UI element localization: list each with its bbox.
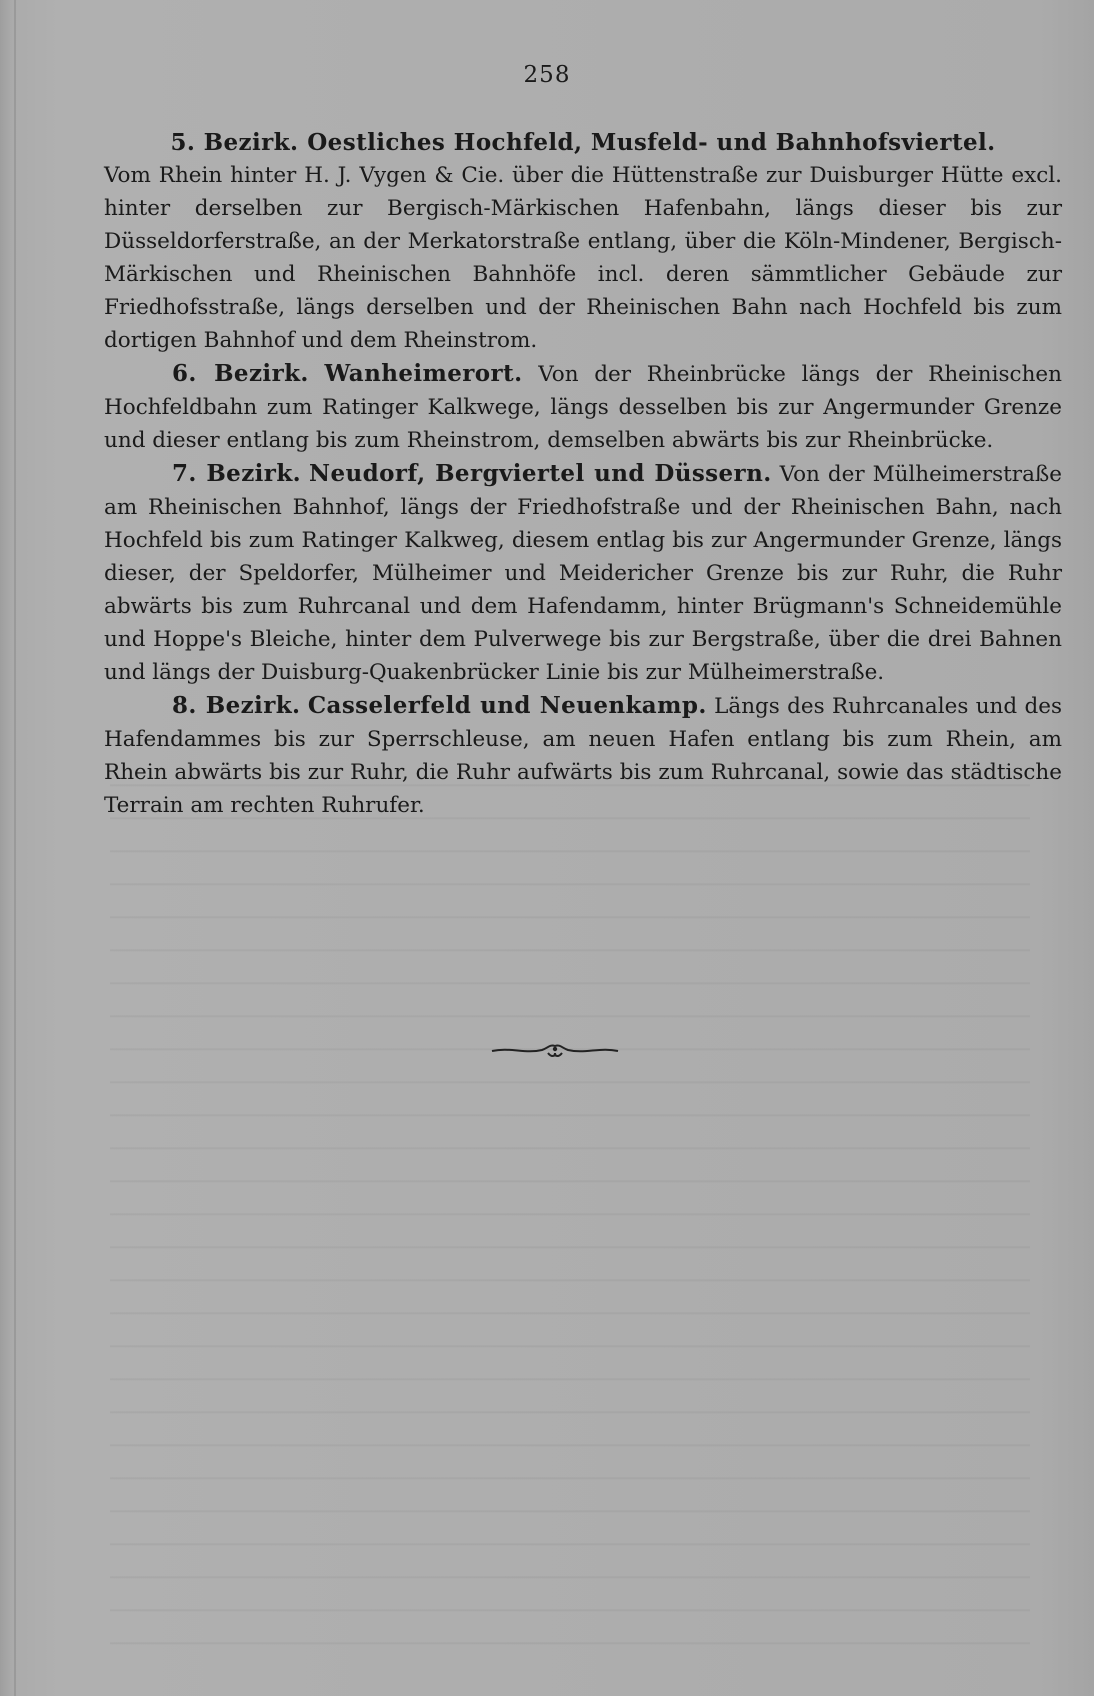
section-8-text: Längs des Ruhrcanales und des Hafendammes bis zur Sperrschleuse, am neuen Hafen entlang bis zum Rhein, am Rhein abwärts bis zur Ruhr, die Ruhr aufwärts bis zum Ruhrcanal, sowie das städtische Terrain am rechten Ruhrufer.: [104, 694, 1063, 818]
binding-gutter: [14, 0, 16, 1696]
section-5-number: 5. Bezirk.: [170, 129, 299, 156]
section-6-name: Wanheimerort.: [324, 360, 523, 387]
page-number: 258: [523, 62, 571, 88]
district-list: [104, 125, 1062, 822]
section-6-number: 6. Bezirk.: [172, 360, 309, 387]
section-7: [104, 457, 1062, 689]
section-5-name: Oestliches Hochfeld, Musfeld- und Bahnhofsviertel.: [307, 129, 996, 156]
section-8: [104, 689, 1062, 822]
section-6: [104, 357, 1062, 457]
ornament-divider-icon: [490, 1038, 620, 1062]
section-5: [104, 125, 1062, 357]
section-5-heading: [104, 125, 1062, 159]
show-through: [110, 760, 1030, 1660]
section-8-name: Casselerfeld und Neuenkamp.: [307, 692, 707, 719]
section-7-name: Neudorf, Bergviertel und Düssern.: [309, 460, 772, 487]
section-7-number: 7. Bezirk.: [172, 460, 302, 487]
section-6-text: Von der Rheinbrücke längs der Rheinischen Hochfeldbahn zum Ratinger Kalkwege, längs desselben bis zur Angermunder Grenze und dieser entlang bis zum Rheinstrom, demselben abwärts bis zur Rheinbrücke.: [104, 362, 1062, 453]
section-5-text: Vom Rhein hinter H. J. Vygen & Cie. über die Hüttenstraße zur Duisburger Hütte excl. hinter derselben zur Bergisch-Märkischen Hafenbahn, längs dieser bis zur Düsseldorferstraße, an der Merkatorstraße entlang, über die Köln-Mindener, Bergisch-Märkischen und Rheinischen Bahnhöfe incl. deren sämmtlicher Gebäude zur Friedhofsstraße, längs derselben und der Rheinischen Bahn nach Hochfeld bis zum dortigen Bahnhof und dem Rheinstrom.: [104, 163, 1062, 353]
section-7-text: Von der Mülheimerstraße am Rheinischen Bahnhof, längs der Friedhofstraße und der Rheinischen Bahn, nach Hochfeld bis zum Ratinger Kalkweg, diesem entlag bis zur Angermunder Grenze, längs dieser, der Speldorfer, Mülheimer und Meidericher Grenze bis zur Ruhr, die Ruhr abwärts bis zum Ruhrcanal und dem Hafendamm, hinter Brügmann's Schneidemühle und Hoppe's Bleiche, hinter dem Pulverwege bis zur Bergstraße, über die drei Bahnen und längs der Duisburg-Quakenbrücker Linie bis zur Mülheimerstraße.: [104, 462, 1062, 685]
section-8-number: 8. Bezirk.: [172, 692, 301, 719]
